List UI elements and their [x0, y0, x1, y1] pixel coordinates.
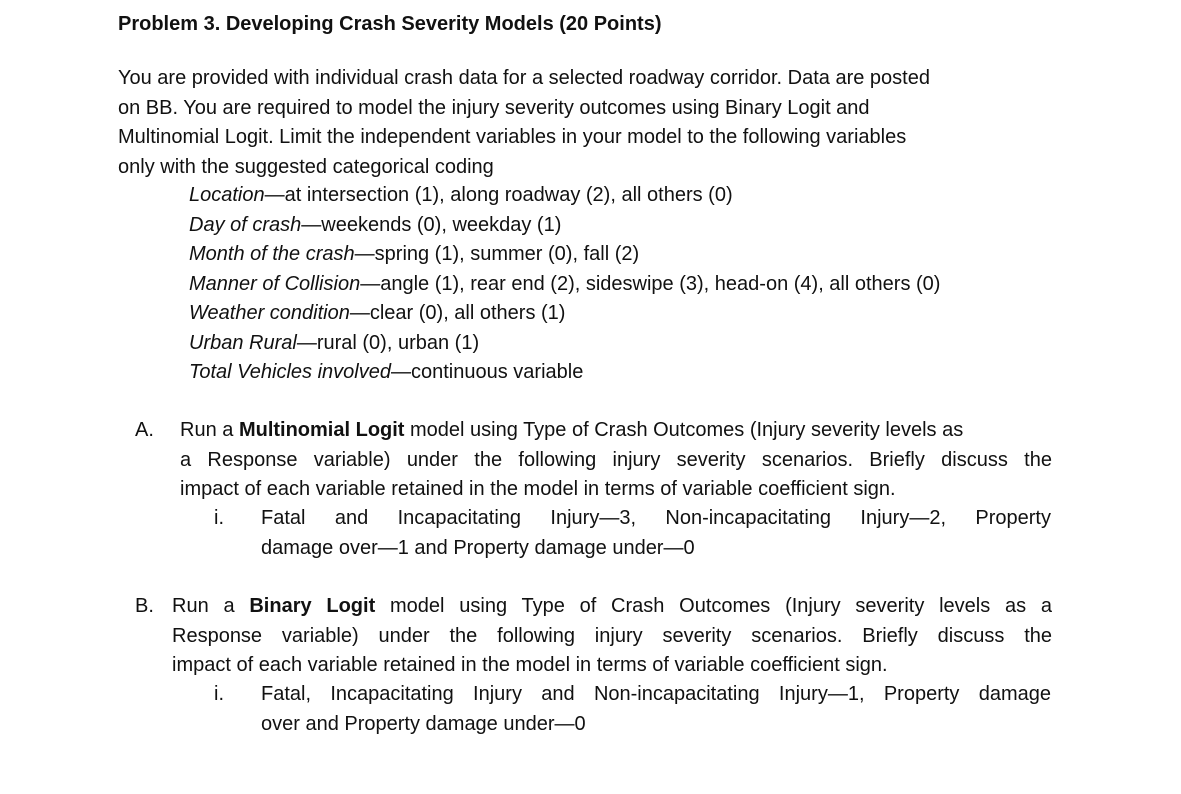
part-a-line-3: impact of each variable retained in the model in terms of variable coefficient sign.: [180, 478, 896, 500]
variable-item: [189, 270, 940, 300]
part-a: [135, 416, 1055, 506]
variable-item: [189, 299, 940, 329]
scenario-line-2: over and Property damage under—0: [261, 712, 586, 735]
intro-line: You are provided with individual crash data for a selected roadway corridor. Data are posted: [118, 67, 930, 89]
part-a-line-2: a Response variable) under the following injury severity scenarios. Briefly discuss the: [180, 448, 1052, 471]
model-name: Binary Logit: [249, 595, 376, 617]
variable-coding: —angle (1), rear end (2), sideswipe (3), head-on (4), all others (0): [360, 272, 941, 295]
variable-coding: —rural (0), urban (1): [296, 331, 480, 354]
part-b-line-2: Response variable) under the following injury severity scenarios. Briefly discuss the: [172, 624, 1052, 647]
part-b-text: model using Type of Crash Outcomes (Injury severity levels as a: [375, 595, 1052, 617]
variable-name: Total Vehicles involved: [189, 361, 391, 383]
intro-line: Multinomial Logit. Limit the independent variables in your model to the following variables: [118, 126, 907, 148]
scenario-line-2: damage over—1 and Property damage under—0: [261, 536, 695, 559]
scenario-line-1: Fatal and Incapacitating Injury—3, Non-incapacitating Injury—2, Property: [261, 507, 1051, 529]
variable-list: [189, 181, 940, 388]
model-name: Multinomial Logit: [238, 419, 405, 441]
variable-item: [189, 211, 940, 241]
part-b: [135, 592, 1055, 682]
part-b-scenario: [214, 680, 1054, 740]
intro-paragraph: [118, 64, 1058, 182]
scenario-body: [261, 504, 1051, 563]
part-b-marker: B.: [135, 595, 154, 617]
variable-item: [189, 329, 940, 359]
variable-coding: —continuous variable: [390, 361, 584, 383]
variable-name: Location: [189, 184, 265, 206]
part-a-marker: A.: [135, 419, 154, 441]
variable-name: Day of crash: [189, 213, 302, 236]
variable-name: Weather condition: [189, 302, 350, 324]
intro-line: only with the suggested categorical coding: [118, 155, 494, 178]
variable-item: [189, 181, 940, 211]
scenario-marker: i.: [214, 507, 224, 529]
part-b-text: Run a: [172, 595, 250, 617]
variable-coding: —weekends (0), weekday (1): [301, 213, 562, 236]
intro-line: on BB. You are required to model the injury severity outcomes using Binary Logit and: [118, 96, 870, 119]
variable-name: Month of the crash: [189, 243, 355, 265]
part-b-line-1: [172, 592, 1052, 622]
part-a-line-1: [180, 416, 1052, 446]
part-a-scenario: [214, 504, 1054, 564]
variable-item: [189, 358, 940, 388]
variable-coding: —at intersection (1), along roadway (2), all others (0): [264, 184, 733, 206]
part-b-body: [172, 592, 1052, 681]
problem-title: Problem 3. Developing Crash Severity Models (20 Points): [118, 13, 662, 35]
scenario-marker: i.: [214, 683, 224, 705]
scenario-line-1: Fatal, Incapacitating Injury and Non-incapacitating Injury—1, Property damage: [261, 683, 1051, 705]
part-b-line-3: impact of each variable retained in the model in terms of variable coefficient sign.: [172, 654, 888, 676]
variable-coding: —clear (0), all others (1): [349, 302, 566, 324]
part-a-text: Run a: [180, 419, 239, 441]
variable-item: [189, 240, 940, 270]
variable-coding: —spring (1), summer (0), fall (2): [354, 243, 640, 265]
scenario-body: [261, 680, 1051, 739]
variable-name: Manner of Collision: [189, 272, 361, 295]
part-a-body: [180, 416, 1052, 505]
variable-name: Urban Rural: [189, 331, 297, 354]
part-a-text: model using Type of Crash Outcomes (Injury severity levels as: [404, 419, 964, 441]
